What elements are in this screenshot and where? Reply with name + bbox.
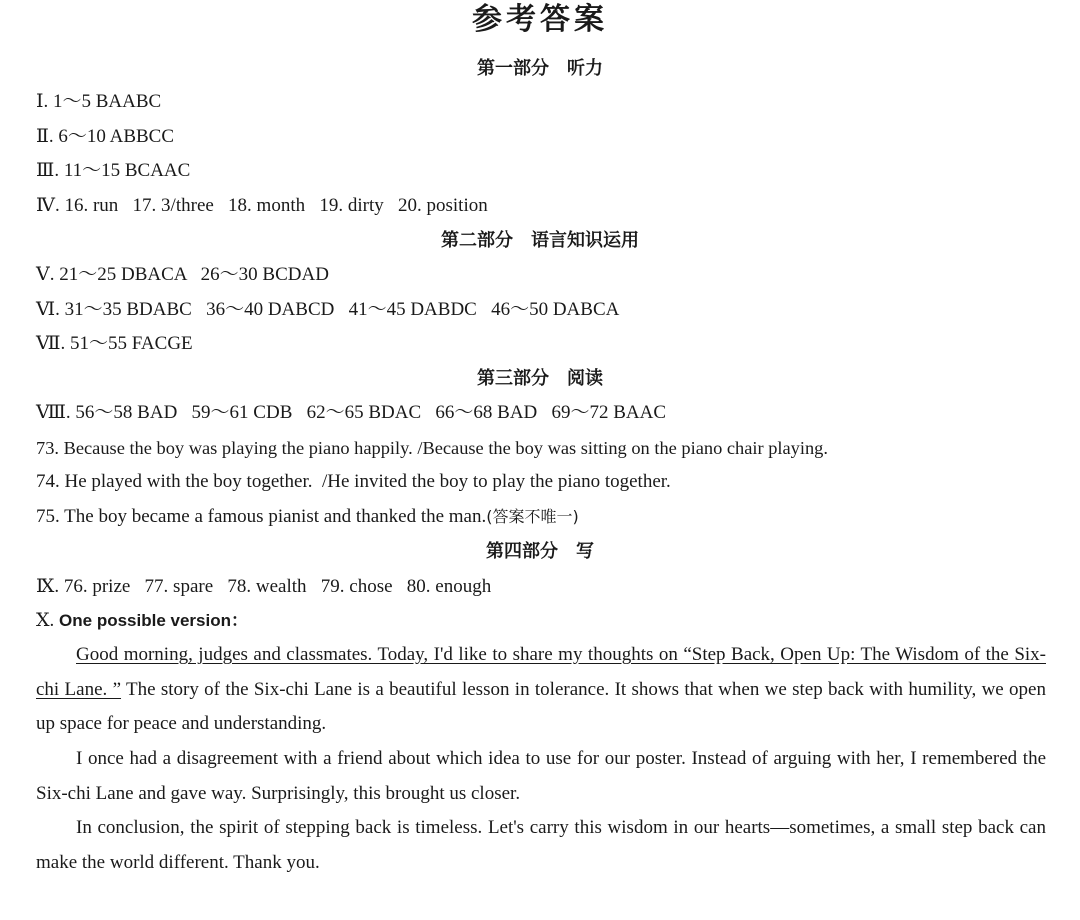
answer-75-text: 75. The boy became a famous pianist and thanked the man. <box>36 506 487 527</box>
part1-heading: 第一部分 听力 <box>477 58 603 79</box>
essay-title-sentence: Good morning, judges and classmates. Today, I'd like to share my thoughts on “Step Back, Open Up: The Wisdom of the Six-chi Lane. ” <box>36 644 1046 700</box>
essay-paragraph-3 <box>36 811 1046 880</box>
answer-line-ii: Ⅱ. 6～10 ABBCC <box>36 126 175 147</box>
essay-p1-text: The story of the Six-chi Lane is a beautiful lesson in tolerance. It shows that when we step back with humility, we open up space for peace and understanding. <box>36 678 1046 734</box>
answer-line-viii: Ⅷ. 56～58 BAD 59～61 CDB 62～65 BDAC 66～68 BAD 69～72 BAAC <box>36 402 667 423</box>
answer-line-iv: Ⅳ. 16. run 17. 3/three 18. month 19. dirty 20. position <box>36 195 488 216</box>
essay-paragraph-2 <box>36 742 1046 811</box>
answer-line-73: 73. Because the boy was playing the piano happily. /Because the boy was sitting on the piano chair playing. <box>36 438 828 458</box>
essay-paragraph-1 <box>36 638 1046 742</box>
answer-line-x <box>36 608 1046 634</box>
answer-line-v: Ⅴ. 21～25 DBACA 26～30 BCDAD <box>36 264 329 285</box>
answer-line-ix: Ⅸ. 76. prize 77. spare 78. wealth 79. chose 80. enough <box>36 576 492 597</box>
answer-line-75 <box>36 504 1046 530</box>
answer-line-i: Ⅰ. 1～5 BAABC <box>36 91 162 112</box>
answer-line-74: 74. He played with the boy together. /He invited the boy to play the piano together. <box>36 471 671 492</box>
essay-p2-text: I once had a disagreement with a friend about which idea to use for our poster. Instead of arguing with her, I remembered the Six-chi Lane and gave way. Surprisingly, this brought us closer. <box>36 748 1046 804</box>
part2-heading: 第二部分 语言知识运用 <box>441 230 639 251</box>
answer-line-vii: Ⅶ. 51～55 FACGE <box>36 333 193 354</box>
part3-heading: 第三部分 阅读 <box>477 368 603 389</box>
possible-version-label: One possible version： <box>59 611 248 630</box>
answer-line-vi: Ⅵ. 31～35 BDABC 36～40 DABCD 41～45 DABDC 46～50 DABCA <box>36 299 620 320</box>
part4-heading: 第四部分 写 <box>486 541 594 562</box>
section-x-number: Ⅹ. <box>36 610 60 631</box>
answer-note: (答案不唯一) <box>486 507 579 526</box>
essay-p3-text: In conclusion, the spirit of stepping back is timeless. Let's carry this wisdom in our hearts—sometimes, a small step back can make the world different. Thank you. <box>36 817 1046 873</box>
page-title: 参考答案 <box>472 2 608 37</box>
answer-line-iii: Ⅲ. 11～15 BCAAC <box>36 160 191 181</box>
